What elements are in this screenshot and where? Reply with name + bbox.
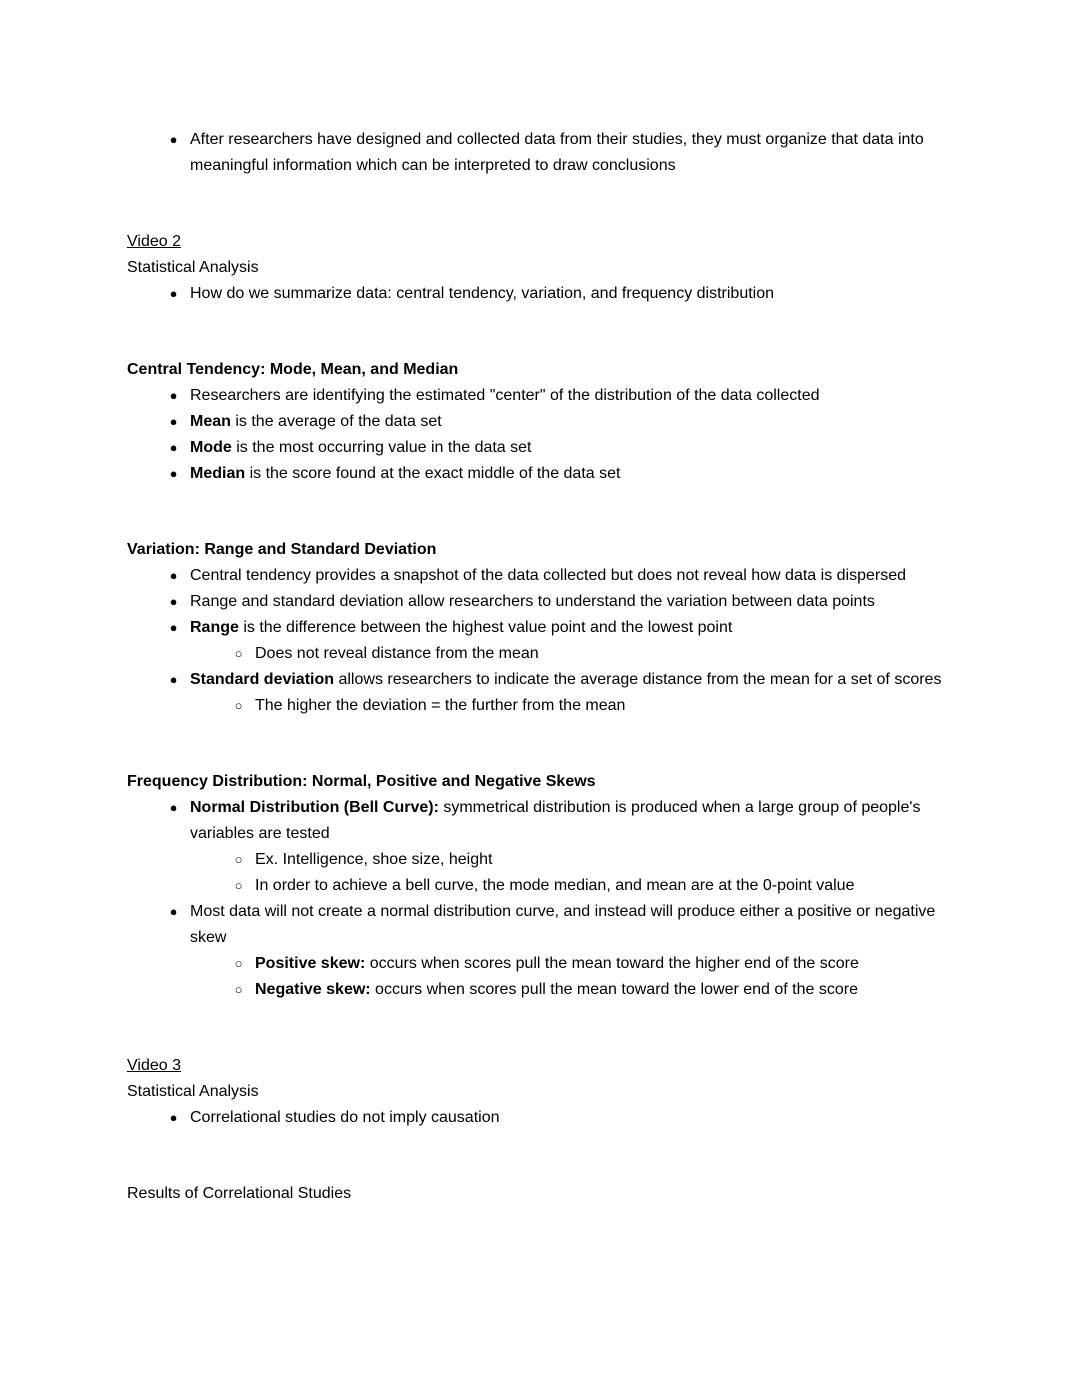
section-spacer	[127, 307, 951, 357]
bullet-circle-icon: ○	[234, 956, 243, 971]
text-segment: Central tendency provides a snapshot of the data collected but does not reveal how data is dispersed	[190, 567, 907, 584]
bullet-disc-icon: ●	[169, 1110, 178, 1125]
term-bold: Negative skew:	[255, 981, 371, 998]
text-segment: is the score found at the exact middle of the data set	[245, 465, 621, 482]
bullet-text	[255, 873, 951, 899]
video-heading: Video 2	[127, 233, 181, 250]
bullet-item	[127, 1105, 951, 1131]
bullet-text	[255, 847, 951, 873]
bullet-disc-icon: ●	[169, 388, 178, 403]
section-spacer	[127, 719, 951, 769]
document-content	[127, 127, 951, 1207]
bullet-text	[190, 589, 951, 615]
bullet-circle-icon: ○	[234, 878, 243, 893]
bullet-item	[127, 435, 951, 461]
text-segment: occurs when scores pull the mean toward the higher end of the score	[365, 955, 859, 972]
bullet-circle-icon: ○	[234, 852, 243, 867]
bullet-item	[127, 899, 951, 951]
paragraph-text: Results of Correlational Studies	[127, 1185, 352, 1202]
text-segment: occurs when scores pull the mean toward the lower end of the score	[370, 981, 858, 998]
bullet-text	[255, 641, 951, 667]
bullet-disc-icon: ●	[169, 904, 178, 919]
sub-bullet-item	[127, 977, 951, 1003]
term-bold: Median	[190, 465, 246, 482]
bullet-text	[190, 1105, 951, 1131]
text-segment: After researchers have designed and collected data from their studies, they must organize that data into meaningful information which can be interpreted to draw conclusions	[190, 131, 924, 174]
section-spacer	[127, 1003, 951, 1053]
bullet-text	[190, 383, 951, 409]
text-segment: Most data will not create a normal distribution curve, and instead will produce either a positive or negative skew	[190, 903, 936, 946]
bullet-text	[190, 461, 951, 487]
bullet-circle-icon: ○	[234, 982, 243, 997]
text-segment: symmetrical distribution is produced when a large group of people's variables are tested	[190, 799, 921, 842]
bullet-text	[190, 409, 951, 435]
bullet-disc-icon: ●	[169, 594, 178, 609]
bullet-item	[127, 667, 951, 693]
bullet-disc-icon: ●	[169, 466, 178, 481]
term-bold: Positive skew:	[255, 955, 366, 972]
sub-bullet-item	[127, 873, 951, 899]
bullet-text	[190, 615, 951, 641]
text-segment: allows researchers to indicate the average distance from the mean for a set of scores	[334, 671, 942, 688]
term-bold: Mode	[190, 439, 232, 456]
text-segment: Researchers are identifying the estimated "center" of the distribution of the data collected	[190, 387, 820, 404]
bullet-disc-icon: ●	[169, 440, 178, 455]
bullet-disc-icon: ●	[169, 800, 178, 815]
bullet-text	[190, 899, 951, 951]
sub-bullet-item	[127, 693, 951, 719]
text-segment: is the average of the data set	[230, 413, 442, 430]
section-spacer	[127, 487, 951, 537]
bullet-disc-icon: ●	[169, 132, 178, 147]
bullet-item	[127, 589, 951, 615]
bullet-disc-icon: ●	[169, 568, 178, 583]
bullet-disc-icon: ●	[169, 286, 178, 301]
bullet-text	[190, 563, 951, 589]
text-segment: Range and standard deviation allow researchers to understand the variation between data points	[190, 593, 875, 610]
bullet-text	[190, 435, 951, 461]
section-spacer	[127, 1131, 951, 1181]
section-spacer	[127, 179, 951, 229]
text-segment: How do we summarize data: central tendency, variation, and frequency distribution	[190, 285, 775, 302]
bullet-item	[127, 563, 951, 589]
bullet-item	[127, 795, 951, 847]
term-bold: Mean	[190, 413, 231, 430]
sub-bullet-item	[127, 641, 951, 667]
bullet-circle-icon: ○	[234, 646, 243, 661]
term-bold: Range	[190, 619, 239, 636]
text-segment: is the most occurring value in the data set	[231, 439, 532, 456]
paragraph-text: Statistical Analysis	[127, 1083, 259, 1100]
bullet-text	[190, 281, 951, 307]
text-segment: Ex. Intelligence, shoe size, height	[255, 851, 493, 868]
text-segment: The higher the deviation = the further from the mean	[255, 697, 626, 714]
bullet-text	[190, 667, 951, 693]
bullet-item	[127, 615, 951, 641]
bullet-text	[255, 951, 951, 977]
bullet-item	[127, 461, 951, 487]
section-heading: Variation: Range and Standard Deviation	[127, 541, 437, 558]
bullet-item	[127, 409, 951, 435]
term-bold: Standard deviation	[190, 671, 335, 688]
sub-bullet-item	[127, 951, 951, 977]
text-segment: In order to achieve a bell curve, the mode median, and mean are at the 0-point value	[255, 877, 855, 894]
bullet-text	[255, 977, 951, 1003]
bullet-disc-icon: ●	[169, 414, 178, 429]
section-heading: Frequency Distribution: Normal, Positive and Negative Skews	[127, 773, 596, 790]
bullet-disc-icon: ●	[169, 620, 178, 635]
paragraph-text: Statistical Analysis	[127, 259, 259, 276]
bullet-item	[127, 383, 951, 409]
term-bold: Normal Distribution (Bell Curve):	[190, 799, 439, 816]
bullet-text	[255, 693, 951, 719]
video-heading: Video 3	[127, 1057, 181, 1074]
bullet-text	[190, 795, 951, 847]
bullet-circle-icon: ○	[234, 698, 243, 713]
bullet-disc-icon: ●	[169, 672, 178, 687]
sub-bullet-item	[127, 847, 951, 873]
text-segment: Correlational studies do not imply causation	[190, 1109, 500, 1126]
section-heading: Central Tendency: Mode, Mean, and Median	[127, 361, 459, 378]
bullet-item	[127, 127, 951, 179]
text-segment: is the difference between the highest value point and the lowest point	[238, 619, 733, 636]
text-segment: Does not reveal distance from the mean	[255, 645, 539, 662]
bullet-item	[127, 281, 951, 307]
bullet-text	[190, 127, 951, 179]
